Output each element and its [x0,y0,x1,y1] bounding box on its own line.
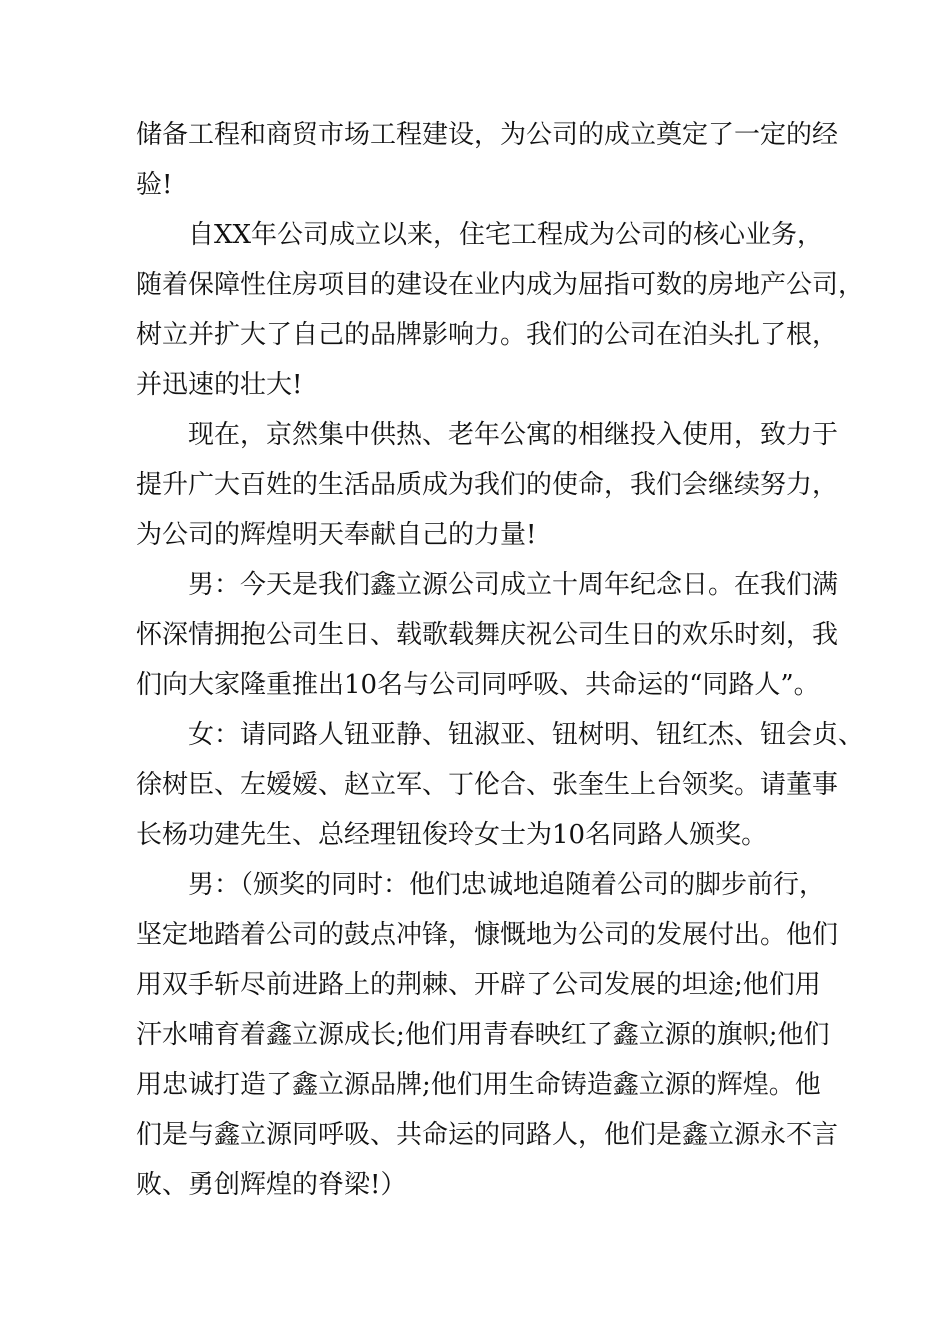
paragraph-2 [136,210,865,410]
text-line: 为公司的辉煌明天奉献自己的力量! [136,520,537,550]
text-line: 女：请同路人钮亚静、钮淑亚、钮树明、钮红杰、钮会贞、 [188,720,865,750]
text-line: 储备工程和商贸市场工程建设，为公司的成立奠定了一定的经 [136,120,839,150]
paragraph-6 [136,860,839,1210]
text-line: 随着保障性住房项目的建设在业内成为屈指可数的房地产公司， [136,270,865,300]
text-line: 坚定地踏着公司的鼓点冲锋，慷慨地为公司的发展付出。他们 [136,920,839,950]
text-line: 验! [136,170,173,200]
text-line: 提升广大百姓的生活品质成为我们的使命，我们会继续努力， [136,470,839,500]
text-line: 汗水哺育着鑫立源成长;他们用青春映红了鑫立源的旗帜;他们 [136,1020,830,1050]
text-line: 男：今天是我们鑫立源公司成立十周年纪念日。在我们满 [188,570,839,600]
text-line: 男：（颁奖的同时：他们忠诚地追随着公司的脚步前行， [188,870,826,900]
text-line: 长杨功建先生、总经理钮俊玲女士为10名同路人颁奖。 [136,820,768,850]
text-line: 用忠诚打造了鑫立源品牌;他们用生命铸造鑫立源的辉煌。他 [136,1070,821,1100]
text-line: 们向大家隆重推出10名与公司同呼吸、共命运的“同路人”。 [136,670,820,700]
text-line: 自XX年公司成立以来，住宅工程成为公司的核心业务， [188,220,824,250]
text-line: 们是与鑫立源同呼吸、共命运的同路人，他们是鑫立源永不言 [136,1120,839,1150]
document-body [136,110,865,1210]
paragraph-5 [136,710,865,860]
text-line: 怀深情拥抱公司生日、载歌载舞庆祝公司生日的欢乐时刻，我 [136,620,839,650]
text-line: 现在，京然集中供热、老年公寓的相继投入使用，致力于 [188,420,839,450]
text-line: 用双手斩尽前进路上的荆棘、开辟了公司发展的坦途;他们用 [136,970,821,1000]
text-line: 败、勇创辉煌的脊梁!） [136,1170,407,1200]
text-line: 并迅速的壮大! [136,370,303,400]
text-line: 树立并扩大了自己的品牌影响力。我们的公司在泊头扎了根， [136,320,839,350]
text-line: 徐树臣、左嫒嫒、赵立军、丁伦合、张奎生上台领奖。请董事 [136,770,839,800]
paragraph-4 [136,560,839,710]
paragraph-3 [136,410,839,560]
paragraph-1 [136,110,839,210]
